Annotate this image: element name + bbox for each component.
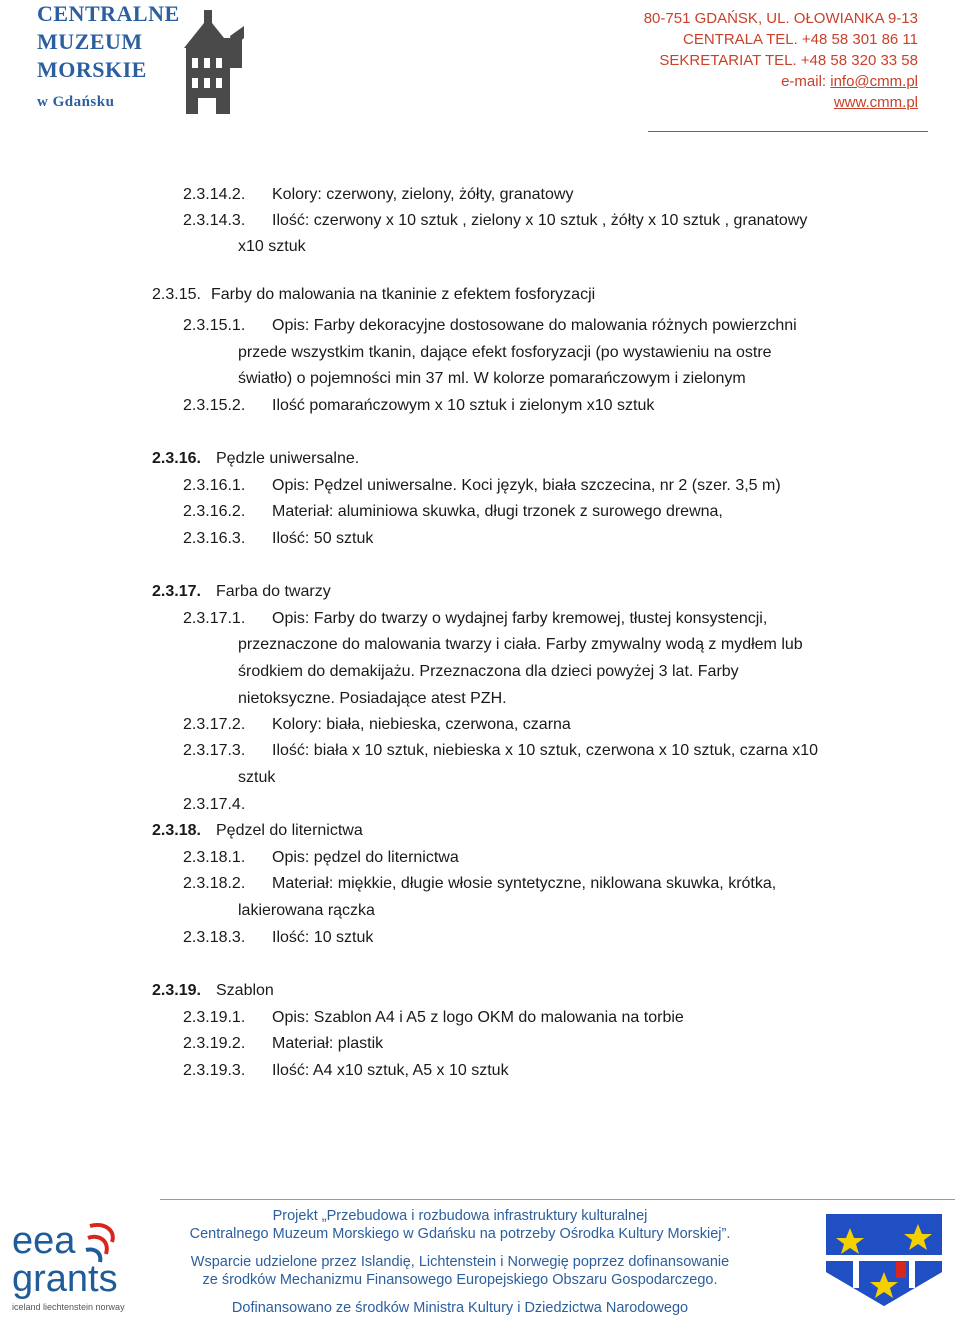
item-text-continued: lakierowana rączka bbox=[238, 902, 375, 919]
item-number: 2.3.19.2. bbox=[183, 1035, 246, 1052]
item-text-continued: sztuk bbox=[238, 769, 276, 786]
secretary-phone: SEKRETARIAT TEL. +48 58 320 33 58 bbox=[659, 52, 918, 69]
item-text: Materiał: miękkie, długie włosie syntetyczne, niklowana skuwka, krótka, bbox=[272, 875, 777, 892]
item-number: 2.3.18.1. bbox=[183, 849, 246, 866]
item-number: 2.3.14.3. bbox=[183, 212, 246, 229]
section-title: Pędzel do liternictwa bbox=[216, 822, 363, 839]
project-line-1: Projekt „Przebudowa i rozbudowa infrastruktury kulturalnej bbox=[272, 1208, 648, 1224]
grants-word: grants bbox=[12, 1258, 118, 1300]
crane-tower-icon bbox=[180, 8, 246, 116]
email-link[interactable]: info@cmm.pl bbox=[830, 73, 918, 90]
eea-word: eea bbox=[12, 1220, 76, 1262]
project-line-2: Centralnego Muzeum Morskiego w Gdańsku na potrzeby Ośrodka Kultury Morskiej”. bbox=[189, 1226, 731, 1242]
item-number: 2.3.15.2. bbox=[183, 397, 246, 414]
item-text: Materiał: aluminiowa skuwka, długi trzonek z surowego drewna, bbox=[272, 503, 723, 520]
central-phone: CENTRALA TEL. +48 58 301 86 11 bbox=[682, 31, 918, 48]
item-text: Ilość pomarańczowym x 10 sztuk i zielonym x10 sztuk bbox=[272, 397, 655, 414]
logo-line-3: MORSKIE bbox=[37, 57, 147, 82]
item-number: 2.3.17.4. bbox=[183, 796, 246, 813]
section-title: Szablon bbox=[216, 982, 274, 999]
section-title: Pędzle uniwersalne. bbox=[216, 450, 360, 467]
museum-logo bbox=[37, 0, 180, 111]
item-text: Kolory: czerwony, zielony, żółty, granatowy bbox=[272, 186, 574, 203]
item-text: Opis: Farby dekoracyjne dostosowane do malowania różnych powierzchni bbox=[272, 317, 797, 334]
item-number: 2.3.17.1. bbox=[183, 610, 246, 627]
section-number: 2.3.15. bbox=[152, 286, 201, 303]
item-text-continued: x10 sztuk bbox=[238, 238, 306, 255]
item-text: Opis: pędzel do liternictwa bbox=[272, 849, 459, 866]
logo-subtitle: w Gdańsku bbox=[37, 94, 115, 110]
footer-rule bbox=[160, 1199, 955, 1200]
eea-countries: iceland liechtenstein norway bbox=[12, 1302, 125, 1312]
section-title: Farba do twarzy bbox=[216, 583, 331, 600]
item-text: Opis: Farby do twarzy o wydajnej farby kremowej, tłustej konsystencji, bbox=[272, 610, 768, 627]
item-text: Opis: Pędzel uniwersalne. Koci język, biała szczecina, nr 2 (szer. 3,5 m) bbox=[272, 477, 781, 494]
item-text: Materiał: plastik bbox=[272, 1035, 384, 1052]
support-line-2: ze środków Mechanizmu Finansowego Europejskiego Obszaru Gospodarczego. bbox=[202, 1272, 718, 1288]
item-number: 2.3.15.1. bbox=[183, 317, 246, 334]
item-text-continued: nietoksyczne. Posiadające atest PZH. bbox=[238, 690, 507, 707]
coat-of-arms-icon bbox=[826, 1214, 942, 1306]
item-number: 2.3.19.1. bbox=[183, 1009, 246, 1026]
support-line-1: Wsparcie udzielone przez Islandię, Lichtenstein i Norwegię poprzez dofinansowanie bbox=[190, 1254, 730, 1270]
item-number: 2.3.16.2. bbox=[183, 503, 246, 520]
item-text-continued: światło) o pojemności min 37 ml. W kolorze pomarańczowym i zielonym bbox=[238, 370, 746, 387]
section-number: 2.3.17. bbox=[152, 583, 201, 600]
item-text: Kolory: biała, niebieska, czerwona, czarna bbox=[272, 716, 571, 733]
address: 80-751 GDAŃSK, UL. OŁOWIANKA 9-13 bbox=[643, 10, 918, 27]
logo-line-2: MUZEUM bbox=[37, 29, 143, 54]
item-text: Ilość: A4 x10 sztuk, A5 x 10 sztuk bbox=[272, 1062, 509, 1079]
item-text-continued: środkiem do demakijażu. Przeznaczona dla dzieci powyżej 3 lat. Farby bbox=[238, 663, 739, 680]
email-line bbox=[644, 71, 918, 92]
section-number: 2.3.16. bbox=[152, 450, 201, 467]
item-number: 2.3.16.3. bbox=[183, 530, 246, 547]
item-number: 2.3.18.2. bbox=[183, 875, 246, 892]
item-number: 2.3.17.3. bbox=[183, 742, 246, 759]
header-rule bbox=[648, 131, 928, 132]
section-number: 2.3.19. bbox=[152, 982, 201, 999]
cofinancing-line: Dofinansowano ze środków Ministra Kultury i Dziedzictwa Narodowego bbox=[231, 1300, 689, 1316]
item-number: 2.3.18.3. bbox=[183, 929, 246, 946]
item-text: Ilość: 50 sztuk bbox=[272, 530, 374, 547]
eea-swirl-icon bbox=[82, 1220, 122, 1264]
item-text: Ilość: czerwony x 10 sztuk , zielony x 10 sztuk , żółty x 10 sztuk , granatowy bbox=[272, 212, 808, 229]
email-label: e-mail: bbox=[781, 73, 831, 90]
website-link[interactable]: www.cmm.pl bbox=[833, 94, 918, 111]
section-title: Farby do malowania na tkaninie z efektem fosforyzacji bbox=[211, 286, 596, 303]
item-text-continued: przeznaczone do malowania twarzy i ciała. Farby zmywalny wodą z mydłem lub bbox=[238, 636, 803, 653]
logo-line-1: CENTRALNE bbox=[37, 1, 180, 26]
item-number: 2.3.17.2. bbox=[183, 716, 246, 733]
item-number: 2.3.19.3. bbox=[183, 1062, 246, 1079]
item-number: 2.3.14.2. bbox=[183, 186, 246, 203]
item-text: Ilość: biała x 10 sztuk, niebieska x 10 sztuk, czerwona x 10 sztuk, czarna x10 bbox=[272, 742, 819, 759]
item-text: Ilość: 10 sztuk bbox=[272, 929, 374, 946]
item-text-continued: przede wszystkim tkanin, dające efekt fosforyzacji (po wystawieniu na ostre bbox=[238, 344, 772, 361]
contact-block bbox=[644, 8, 918, 113]
item-number: 2.3.16.1. bbox=[183, 477, 246, 494]
item-text: Opis: Szablon A4 i A5 z logo OKM do malowania na torbie bbox=[272, 1009, 684, 1026]
section-number: 2.3.18. bbox=[152, 822, 201, 839]
